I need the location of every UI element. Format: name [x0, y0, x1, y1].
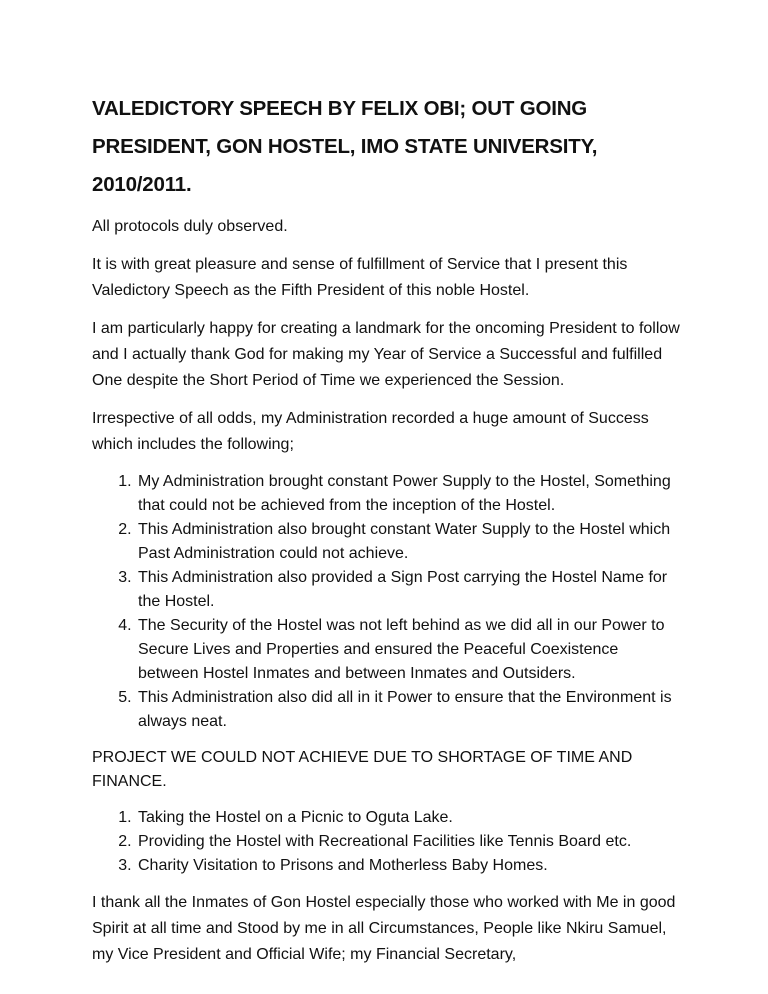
achievements-list	[92, 470, 680, 734]
paragraph-intro: It is with great pleasure and sense of fulfillment of Service that I present this Valedictory Speech as the Fifth President of this noble Hostel.	[92, 256, 628, 299]
document-title: VALEDICTORY SPEECH BY FELIX OBI; OUT GOING PRESIDENT, GON HOSTEL, IMO STATE UNIVERSITY, 2010/2011.	[92, 97, 598, 196]
list-item: 2. Providing the Hostel with Recreational Facilities like Tennis Board etc.	[136, 830, 680, 854]
list-item: 4. The Security of the Hostel was not left behind as we did all in our Power to Secure Lives and Properties and ensured the Peaceful Coexistence between Hostel Inmates and between Inmates and Outsiders.	[136, 614, 680, 686]
list-item: 1. My Administration brought constant Power Supply to the Hostel, Something that could not be achieved from the inception of the Hostel.	[136, 470, 680, 518]
list-item: 1. Taking the Hostel on a Picnic to Oguta Lake.	[136, 806, 680, 830]
paragraph-success: Irrespective of all odds, my Administration recorded a huge amount of Success which includes the following;	[92, 410, 649, 453]
unachieved-heading: PROJECT WE COULD NOT ACHIEVE DUE TO SHORTAGE OF TIME AND FINANCE.	[92, 749, 633, 790]
list-item: 3. Charity Visitation to Prisons and Motherless Baby Homes.	[136, 854, 680, 878]
paragraph-landmark: I am particularly happy for creating a landmark for the oncoming President to follow and I actually thank God for making my Year of Service a Successful and fulfilled One despite the Short Period of Time we experienced the Session.	[92, 320, 680, 389]
unachieved-list	[92, 806, 680, 878]
paragraph-thanks: I thank all the Inmates of Gon Hostel especially those who worked with Me in good Spirit at all time and Stood by me in all Circumstances, People like Nkiru Samuel, my Vice President and Official Wife; my Financial Secretary,	[92, 894, 676, 963]
list-item: 2. This Administration also brought constant Water Supply to the Hostel which Past Administration could not achieve.	[136, 518, 680, 566]
list-item: 3. This Administration also provided a Sign Post carrying the Hostel Name for the Hostel.	[136, 566, 680, 614]
protocol-line: All protocols duly observed.	[92, 218, 288, 235]
list-item: 5. This Administration also did all in it Power to ensure that the Environment is always neat.	[136, 686, 680, 734]
